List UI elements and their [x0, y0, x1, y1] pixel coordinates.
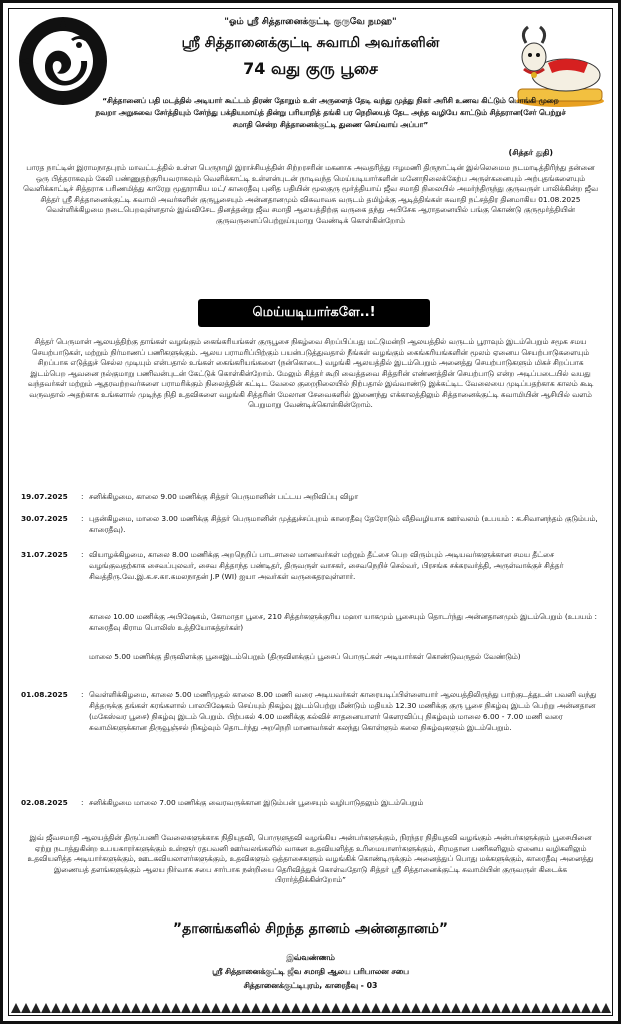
thanks-paragraph: இவ் ஜீவசமாதி ஆலயத்தின் திருப்பணி வேலைகளுக்காக நிதியுதவி, பொருளுதவி வழங்கிய அன்பர்களுக்கும், நிரந்தர நிதியுதவி வழங்கும் அன்பர்களுக்கும் பூசையினை ஏற்று நடாத்துகின்ற உபயகாரர்களுக்கும் உள்ளூர் ரதபவனி ஊர்வலங்களில் வாகன உதவியளித்த உரிமையாளர்களுக்கும், சிரமதான பணிகளிலும் ஏனைய வழிகளிலும் உதவியளித்த அடியார்களுக்கும், ஊடகவியலாளர்களுக்கும், உதவிகளும் ஒத்தாசைகளும் வழங்கிக் கொண்டிருக்கும் அனைத்துப் பொது மக்களுக்கும், காரைதீவு அனைத்து இணையத் தளங்களுக்கும் ஆலய நிர்வாக சபை சார்பாக நன்றியை தெரிவித்துக் கொள்வதோடு சித்தர் ஸ்ரீ சித்தானைக்குட்டி சுவாமியின் குருவருள் கிடைக்க பிரார்த்திக்கின்றோம்” [27, 833, 594, 884]
schedule-colon: : [81, 550, 84, 559]
siddhar-verse: “சித்தானைப் பதி மடத்தில் அடியார் கூட்டம் திரண் தோறும் உள் அருளைத் தேடி வந்து முத்து நிகர் அரிசி உணவ கிட்டும் பொங்கி முறை நவறா அறுசுவை சேர்த்தியும் சேர்ந்து பக்தியமாய்த் தின்று பரியாறித் தங்கி பர நெறியைத் தேட அந்த வழியே காட்டும் சித்தரான(சேர் பெற்றுச் சமாதி சென்ற சித்தானைக்குட்டி துணை செய்வாய் அப்பா” [95, 96, 566, 129]
schedule-text: வெள்ளிக்கிழமை, காலை 5.00 மணிமுதல் காலை 8.00 மணி வரை அடியவர்கள் காரையடிப்பிள்ளையார் ஆலயத்திலிருந்து பாற்குடத்துடன் பவனி வந்து சித்தருக்கு தங்கள் கரங்களால் பாலபிஷேகம் செய்யும் நிகழ்வு இடம்பெற்று மீண்டும் மதியம் 12.30 மணிக்கு குரு பூசை நிகழ்வு இடம் பெற்று அன்னதான (மகேஸ்வர பூசை) நிகழ்வு இடம் பெறும். பிற்பகல் 4.00 மணிக்கு கல்விச் சாதனையாளர் கௌரவிப்பு நிகழ்வும் மாலை 6.00 - 7.00 மணி வரை சுவாமிகளுக்கான திருவூஞ்சல் நிகழ்வும் தொடர்ந்து அறநெறி மாணவர்கள் கலந்து கொள்ளும் கலை நிகழ்வுகளும் இடம்பெறும். [89, 690, 597, 732]
om-logo-icon [17, 15, 109, 107]
verse-source: (சித்தர் துதி) [508, 148, 553, 157]
schedule-date: 19.07.2025 [21, 492, 68, 501]
signature-salutation: இவ்வண்ணம் [286, 953, 335, 962]
invocation-text: "ஓம் ஸ்ரீ சித்தானைக்குட்டி குருவே நமஹ" [224, 17, 397, 27]
schedule-subnote: மாலை 5.00 மணிக்கு திருவிளக்கு பூசைஇடம்பெறும் (திருவிளக்குப் பூசைப் பொருட்கள் அடியார்கள் கொண்டுவருதல் வேண்டும்) [89, 652, 521, 661]
schedule-date: 30.07.2025 [21, 514, 68, 523]
annadanam-slogan: ”தானங்களில் சிறந்த தானம் அன்னதானம்” [172, 921, 449, 937]
intro-paragraph: பாரத நாட்டின் இராமநாதபுரம் மாவட்டத்தில் உள்ள பெருநாழி இராச்சியத்தின் சிற்றரசரின் மகனாக அவதரித்து ஈழமணி திருநாட்டின் இல்லெமைம நடமாடித்திரிந்து தன்னை ஒரு பித்தராகவும் கேலி பண்ணுதற்குரியவராகவும் வெளிக்காட்டி உள்ளன்புடன் நாடிவந்த மெய்யடியார்களின் மனோநிலைக்கேற்ப அருள்கனையும் அற்புதங்களையும் வெளிக்காட்டிச் சித்தராக பரிணமித்து காரேறு மூதூராகிய மட்/ காரைதீவு புனித பதியின் மூலகுரு மூர்த்தியாய் ஜீவ சமாதி நிலையில் அமர்ந்திருந்து குருவருள் பாலிக்கின்ற ஜீவ சித்தர் ஸ்ரீ சித்தானைக்குட்டி சுவாமி அவர்களின் குருபூசையும் அன்னதானமும் விசுவாவசு வருடம் தமிழ்க்கு ஆடித்திங்கள் சுவாதி நட்சத்திர தினமாகிய 01.08.2025 வெள்ளிக்கிழமை நடைபெறவுள்ளதால் இவ்விசேட தினத்தன்று ஜீவ சமாதி ஆலயத்திற்கு வருகை தந்து அபிசேக ஆராதனையில் பங்கு கொண்டு குருமூர்த்தியின் குருவருளைப்பெற்றுய்யுமாறு வேண்டிக் கொள்கின்றோம் [23, 163, 598, 225]
appeal-paragraph: சித்தர் பெருமான் ஆலயத்திற்கு தாங்கள் வழங்கும் கைங்கரியங்கள் குருபூசை நிகழ்வை சிறப்பிப்பது மட்டுமன்றி ஆலயத்தில் வருடம் பூராவும் இடம்பெறும் சமூக சமய செயற்பாடுகள், மற்றும் நிர்மாணப் பணிகளுக்கும். ஆலய பராமரிப்பிற்கும் பயன்படுத்துவதால் நீங்கள் வழங்கும் கைங்கரியங்களின் மூலம் ஏனைய செயற்பாடுகளையும் சிறப்பாக எடுத்துச் செல்ல முடியும் என்பதால் உங்கள் கைங்கரியங்களை (நன்கொடை) வழங்கி ஆலயத்தில் இடம்பெறும் அனைத்து செயற்பாடுகளும் மிகச் சிறப்பாக இடம்பெற ஆவனை நல்குமாறு பணிவன்புடன் கேட்டுக் கொள்கின்றோம். மேலும் சித்தர் கூறி வைத்தவை சித்தரின் எண்ணத்தின் செயற்பாடு என்ற அடிப்படையில் வயது வந்தவர்கள் மற்றும் ஆதரவற்றவர்களை பராமரிக்கும் நிலைத்தின் கட்டிட வேலை குறைநிலையில் நிற்பதால் இவ்வாண்டு இக்கட்டிட வேலையை முடிப்பதற்காக காலம் கூடி வருவதால் அதற்காக உங்களால் முடிந்த நிதி உதவிகளை வழங்கி சித்தரின் மேலான சேவைகளில் இணைந்து எக்காலத்திலும் சித்தானைக்குட்டி சுவாமியின் ஆசியில் வளம் பெறுமாறு வேண்டிக்கொள்கின்றோம். [27, 337, 594, 409]
schedule-date: 01.08.2025 [21, 690, 68, 699]
schedule-colon: : [81, 514, 84, 523]
schedule-subnote: காலை 10.00 மணிக்கு அபிஷேகம், கோமாதா பூசை, 210 சித்தர்களுக்குரிய மஹா யாகமும் பூசையும் தொடர்ந்து அன்னதானமும் இடம்பெறும் (உபயம் : காரைதீவு கிராம பொலிஸ் உத்தியோகத்தர்கள்) [89, 612, 598, 632]
poster-subtitle: 74 வது குரு பூசை [243, 59, 378, 78]
signature-organization: ஸ்ரீ சித்தானைக்குட்டி ஜீவ சமாதி ஆலய பரிபாலன சபை [212, 967, 409, 976]
schedule-date: 02.08.2025 [21, 798, 68, 807]
schedule-colon: : [81, 492, 84, 501]
schedule-text: வியாழக்கிழமை, காலை 8.00 மணிக்கு அறநெறிப் பாடசாலை மாணவர்கள் மற்றும் தீட்சை பெற விரும்பும் அடியவர்களுக்கான சமய தீட்சை வழங்குவதற்காக சைவப்புலவர், சைவ சித்தாந்த பண்டிதர், திருவருள் வாசகர், சைவநெறிச் செல்வர், பிரசங்க சக்கரவர்த்தி, அருள்வாக்குச் சித்தர் சிவத்திரு.வே.இ.க.ச.கா.கமலநாதன் J.P (WI) ஐயா அவர்கள் வருகைதரவுள்ளார். [89, 550, 564, 581]
schedule-text: சனிக்கிழமை, காலை 9.00 மணிக்கு சித்தர் பெருமானின் பட்டய அறிவிப்பு விழா [89, 492, 359, 501]
schedule-colon: : [81, 690, 84, 699]
signature-address: சித்தானைக்குட்டிபுரம், காரைதீவு - 03 [243, 981, 378, 990]
devotees-banner: மெய்யடியார்களே..! [198, 299, 430, 327]
schedule-date: 31.07.2025 [21, 550, 68, 559]
schedule-text: சனிக்கிழமை மாலை 7.00 மணிக்கு வைரவருக்கான இடும்பன் பூசையும் வழிபாடுதலும் இடம்பெறும் [89, 798, 424, 807]
schedule-text: புதன்கிழமை, மாலை 3.00 மணிக்கு சித்தர் பெருமானின் முத்துச்சப்புறம் காரைதீவு தேரோடும் வீதிவழியாக ஊர்வலம் (உபயம் : க.சிவானந்தம் குடும்பம், காரைதீவு). [89, 514, 598, 534]
schedule-colon: : [81, 798, 84, 807]
bottom-border-pattern [11, 1003, 611, 1013]
poster-title: ஸ்ரீ சித்தானைக்குட்டி சுவாமி அவர்களின் [181, 35, 440, 51]
